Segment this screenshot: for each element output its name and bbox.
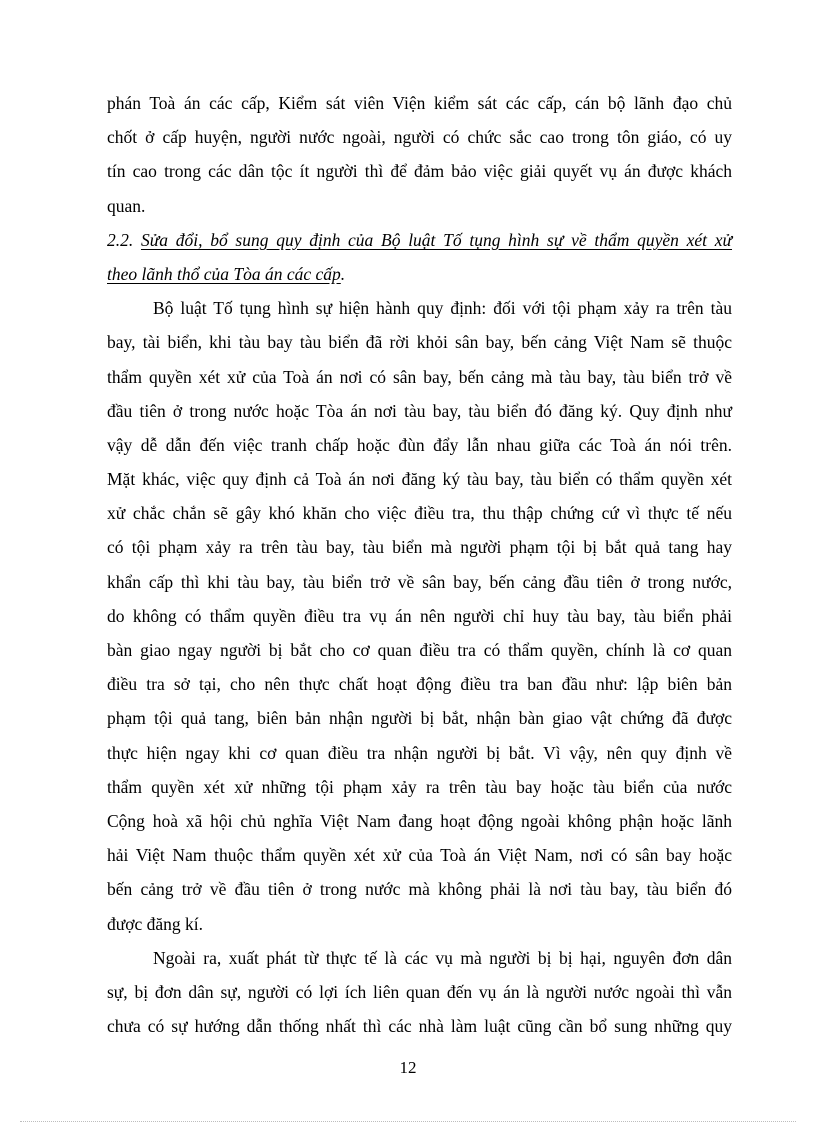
text-line: Cộng hoà xã hội chủ nghĩa Việt Nam đang hoạt động ngoài không phận hoặc lãnh <box>107 810 732 831</box>
document-page <box>107 86 732 1043</box>
heading-number: 2.2. <box>107 229 134 250</box>
page-bottom-divider <box>20 1121 796 1122</box>
text-line: Ngoài ra, xuất phát từ thực tế là các vụ mà người bị bị hại, nguyên đơn dân <box>153 947 732 968</box>
text-line: bàn giao ngay người bị bắt cho cơ quan điều tra có thẩm quyền, chính là cơ quan <box>107 640 732 660</box>
text-line: điều tra sở tại, cho nên thực chất hoạt động điều tra ban đầu như: lập biên bản <box>107 674 732 695</box>
text-line: thẩm quyền xét xử những tội phạm xảy ra trên tàu bay hoặc tàu biển của nước <box>107 776 732 797</box>
section-heading <box>107 223 732 291</box>
text-line: phán Toà án các cấp, Kiểm sát viên Viện kiểm sát các cấp, cán bộ lãnh đạo chủ <box>107 93 732 113</box>
heading-period: . <box>340 263 346 284</box>
heading-line-2 <box>107 257 732 291</box>
heading-title-part-2: theo lãnh thổ của Tòa án các cấp <box>107 263 341 284</box>
text-line: do không có thẩm quyền điều tra vụ án nên người chỉ huy tàu bay, tàu biển phải <box>107 605 732 626</box>
text-line: bến cảng trở về đầu tiên ở trong nước mà không phải là nơi tàu bay, tàu biển đó <box>107 879 732 900</box>
text-line: có tội phạm xảy ra trên tàu bay, tàu biển mà người phạm tội bị bắt quả tang hay <box>107 537 732 558</box>
text-line: thực hiện ngay khi cơ quan điều tra nhận người bị bắt. Vì vậy, nên quy định về <box>107 742 732 763</box>
paragraph-3 <box>107 941 732 1044</box>
paragraph-2 <box>107 291 732 941</box>
text-line: khẩn cấp thì khi tàu bay, tàu biển trở về sân bay, bến cảng đầu tiên ở trong nước, <box>107 571 732 592</box>
text-line: được đăng kí. <box>107 913 204 934</box>
text-line: vậy dễ dẫn đến việc tranh chấp hoặc đùn đẩy lẫn nhau giữa các Toà án nói trên. <box>107 434 732 455</box>
text-line: xử chắc chắn sẽ gây khó khăn cho việc điều tra, thu thập chứng cứ vì thực tế nếu <box>107 503 732 524</box>
text-line: chưa có sự hướng dẫn thống nhất thì các nhà làm luật cũng cần bổ sung những quy <box>107 1016 732 1037</box>
text-line: Bộ luật Tố tụng hình sự hiện hành quy định: đối với tội phạm xảy ra trên tàu <box>153 298 732 319</box>
text-line: đầu tiên ở trong nước hoặc Tòa án nơi tàu bay, tàu biển đó đăng ký. Quy định như <box>107 400 732 421</box>
text-line: hải Việt Nam thuộc thẩm quyền xét xử của Toà án Việt Nam, nơi có sân bay hoặc <box>107 845 732 866</box>
text-line: thẩm quyền xét xử của Toà án nơi có sân bay, bến cảng mà tàu bay, tàu biển trở về <box>107 366 732 387</box>
text-line: sự, bị đơn dân sự, người có lợi ích liên quan đến vụ án là người nước ngoài thì vẫn <box>107 981 732 1002</box>
text-line: bay, tài biển, khi tàu bay tàu biển đã rời khỏi sân bay, bến cảng Việt Nam sẽ thuộc <box>107 332 732 353</box>
text-line: chốt ở cấp huyện, người nước ngoài, người có chức sắc cao trong tôn giáo, có uy <box>107 127 732 148</box>
heading-line-1 <box>107 223 732 257</box>
text-line: tín cao trong các dân tộc ít người thì để đảm bảo việc giải quyết vụ án được khách <box>107 161 732 182</box>
text-line: phạm tội quả tang, biên bản nhận người bị bắt, nhận bàn giao vật chứng đã được <box>107 708 732 729</box>
text-line: Mặt khác, việc quy định cả Toà án nơi đăng ký tàu bay, tàu biển có thẩm quyền xét <box>107 469 732 490</box>
page-number: 12 <box>399 1058 417 1077</box>
text-line: quan. <box>107 195 146 216</box>
heading-title-part-1: Sửa đổi, bổ sung quy định của Bộ luật Tố tụng hình sự về thẩm quyền xét xử <box>140 229 733 250</box>
top-paragraph <box>107 86 732 223</box>
